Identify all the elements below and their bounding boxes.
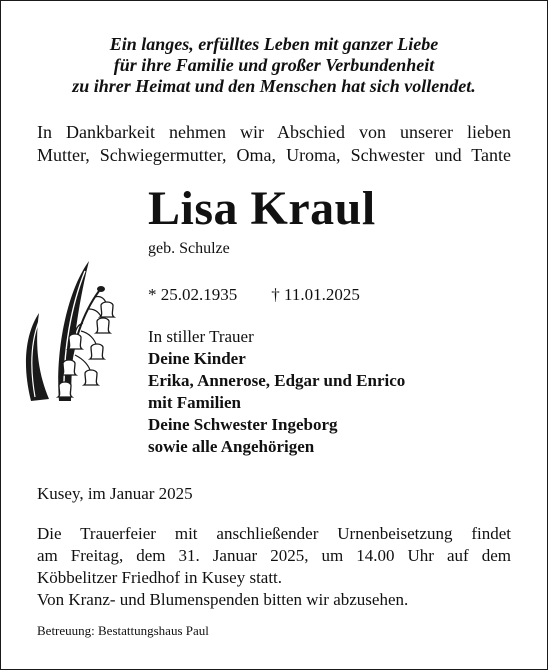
maiden-name: geb. Schulze [148,240,230,257]
deceased-name: Lisa Kraul [148,182,376,235]
motto [1,34,547,97]
lily-of-the-valley-icon [19,251,129,401]
birth-date: * 25.02.1935 [148,285,238,304]
motto-line-2: für ihre Familie und großer Verbundenheit [113,55,435,75]
motto-line-1: Ein langes, erfülltes Leben mit ganzer Liebe [109,34,439,54]
mourners-line-5: sowie alle Angehörigen [148,437,315,456]
mourners [148,326,405,458]
mourners-line-2: Erika, Annerose, Edgar und Enrico [148,371,406,390]
intro-line-2: Mutter, Schwiegermutter, Oma, Uroma, Schwester und Tante [37,145,511,165]
mourners-line-4: Deine Schwester Ingeborg [148,415,338,434]
mourners-intro: In stiller Trauer [148,327,254,346]
intro-text [37,121,511,167]
motto-line-3: zu ihrer Heimat und den Menschen hat sich vollendet. [72,76,476,96]
funeral-home-credit: Betreuung: Bestattungshaus Paul [37,623,209,638]
place-date: Kusey, im Januar 2025 [37,484,193,503]
service-line-3: Köbbelitzer Friedhof in Kusey statt. [37,568,283,587]
mourners-line-1: Deine Kinder [148,349,246,368]
service-line-1: Die Trauerfeier mit anschließender Urnenbeisetzung findet [37,524,511,543]
intro-line-1: In Dankbarkeit nehmen wir Abschied von unserer lieben [37,122,511,142]
mourners-line-3: mit Familien [148,393,242,412]
service-info [37,523,511,611]
life-dates [148,284,360,306]
service-line-2: am Freitag, dem 31. Januar 2025, um 14.00 Uhr auf dem [37,546,511,565]
service-line-4: Von Kranz- und Blumenspenden bitten wir abzusehen. [37,590,409,609]
death-date: † 11.01.2025 [271,285,360,304]
